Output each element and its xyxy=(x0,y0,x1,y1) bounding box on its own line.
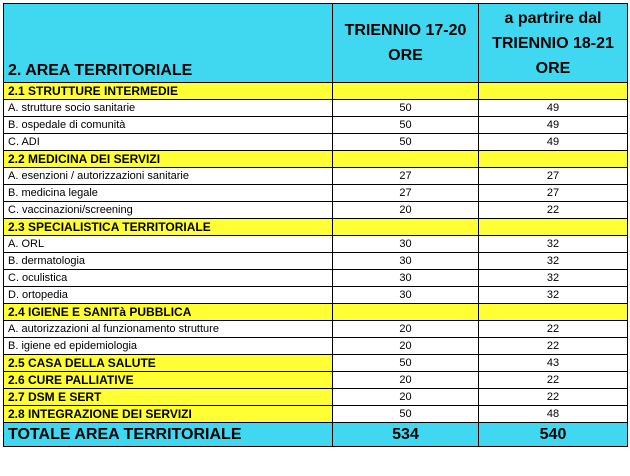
column-header-line: TRIENNIO 18-21 xyxy=(492,34,614,52)
hours-triennio-17-20 xyxy=(333,304,479,321)
hours-triennio-18-21 xyxy=(479,219,628,236)
hours-triennio-18-21 xyxy=(479,151,628,168)
hours-triennio-17-20: 30 xyxy=(333,236,479,253)
row-label: 2.1 STRUTTURE INTERMEDIE xyxy=(4,83,333,100)
hours-triennio-18-21: 22 xyxy=(479,202,628,219)
header-row xyxy=(4,4,628,83)
table-row xyxy=(4,185,628,202)
row-label: 2.3 SPECIALISTICA TERRITORIALE xyxy=(4,219,333,236)
column-header-line: ORE xyxy=(388,47,423,64)
hours-triennio-18-21: 27 xyxy=(479,168,628,185)
hours-triennio-17-20 xyxy=(333,219,479,236)
hours-triennio-17-20: 27 xyxy=(333,168,479,185)
section-value-row xyxy=(4,406,628,423)
table-row xyxy=(4,100,628,117)
row-label: B. ospedale di comunità xyxy=(4,117,333,134)
table-row xyxy=(4,117,628,134)
hours-triennio-18-21: 49 xyxy=(479,117,628,134)
hours-triennio-17-20: 30 xyxy=(333,287,479,304)
hours-triennio-17-20: 50 xyxy=(333,406,479,423)
hours-triennio-17-20: 30 xyxy=(333,253,479,270)
section-value-row xyxy=(4,355,628,372)
section-header-row xyxy=(4,83,628,100)
hours-triennio-18-21: 32 xyxy=(479,270,628,287)
row-label: B. igiene ed epidemiologia xyxy=(4,338,333,355)
table-row xyxy=(4,287,628,304)
hours-triennio-18-21: 32 xyxy=(479,287,628,304)
total-triennio-17-20: 534 xyxy=(333,423,479,447)
hours-triennio-18-21: 43 xyxy=(479,355,628,372)
table-row xyxy=(4,321,628,338)
table-row xyxy=(4,202,628,219)
row-label: B. dermatologia xyxy=(4,253,333,270)
table-row xyxy=(4,338,628,355)
hours-triennio-18-21: 22 xyxy=(479,389,628,406)
total-triennio-18-21: 540 xyxy=(479,423,628,447)
section-header-row xyxy=(4,304,628,321)
hours-triennio-17-20: 50 xyxy=(333,134,479,151)
section-value-row xyxy=(4,372,628,389)
hours-triennio-17-20 xyxy=(333,151,479,168)
hours-triennio-17-20 xyxy=(333,83,479,100)
section-value-row xyxy=(4,389,628,406)
total-row xyxy=(4,423,628,447)
hours-triennio-18-21: 22 xyxy=(479,338,628,355)
hours-triennio-18-21: 49 xyxy=(479,134,628,151)
hours-triennio-18-21: 27 xyxy=(479,185,628,202)
table-row xyxy=(4,253,628,270)
hours-triennio-17-20: 20 xyxy=(333,338,479,355)
row-label: B. medicina legale xyxy=(4,185,333,202)
row-label: C. vaccinazioni/screening xyxy=(4,202,333,219)
column-header-line: ORE xyxy=(535,59,571,77)
hours-triennio-17-20: 27 xyxy=(333,185,479,202)
hours-triennio-18-21: 49 xyxy=(479,100,628,117)
row-label: D. ortopedia xyxy=(4,287,333,304)
row-label: A. autorizzazioni al funzionamento strutture xyxy=(4,321,333,338)
hours-triennio-17-20: 50 xyxy=(333,355,479,372)
hours-triennio-17-20: 20 xyxy=(333,321,479,338)
row-label: A. ORL xyxy=(4,236,333,253)
section-header-row xyxy=(4,219,628,236)
table-row xyxy=(4,236,628,253)
hours-triennio-18-21: 32 xyxy=(479,253,628,270)
row-label: A. esenzioni / autorizzazioni sanitarie xyxy=(4,168,333,185)
hours-triennio-18-21 xyxy=(479,304,628,321)
row-label: 2.5 CASA DELLA SALUTE xyxy=(4,355,333,372)
hours-triennio-17-20: 50 xyxy=(333,117,479,134)
hours-triennio-18-21: 32 xyxy=(479,236,628,253)
hours-triennio-17-20: 20 xyxy=(333,389,479,406)
table-row xyxy=(4,168,628,185)
row-label: 2.7 DSM E SERT xyxy=(4,389,333,406)
area-title: 2. AREA TERRITORIALE xyxy=(4,4,333,83)
column-header-line: a partrire dal xyxy=(504,9,602,27)
total-label: TOTALE AREA TERRITORIALE xyxy=(4,423,333,447)
row-label: 2.4 IGIENE E SANITà PUBBLICA xyxy=(4,304,333,321)
column-header-triennio-17-20 xyxy=(333,4,479,83)
row-label: 2.8 INTEGRAZIONE DEI SERVIZI xyxy=(4,406,333,423)
hours-table xyxy=(3,3,628,447)
hours-triennio-17-20: 30 xyxy=(333,270,479,287)
row-label: 2.6 CURE PALLIATIVE xyxy=(4,372,333,389)
section-header-row xyxy=(4,151,628,168)
hours-triennio-17-20: 20 xyxy=(333,202,479,219)
hours-triennio-17-20: 50 xyxy=(333,100,479,117)
hours-triennio-18-21 xyxy=(479,83,628,100)
hours-triennio-18-21: 22 xyxy=(479,321,628,338)
hours-triennio-18-21: 22 xyxy=(479,372,628,389)
table-row xyxy=(4,270,628,287)
row-label: C. ADI xyxy=(4,134,333,151)
row-label: C. oculistica xyxy=(4,270,333,287)
column-header-line: TRIENNIO 17-20 xyxy=(344,22,467,39)
column-header-triennio-18-21 xyxy=(479,4,628,83)
hours-triennio-17-20: 20 xyxy=(333,372,479,389)
hours-triennio-18-21: 48 xyxy=(479,406,628,423)
row-label: A. strutture socio sanitarie xyxy=(4,100,333,117)
table-row xyxy=(4,134,628,151)
row-label: 2.2 MEDICINA DEI SERVIZI xyxy=(4,151,333,168)
